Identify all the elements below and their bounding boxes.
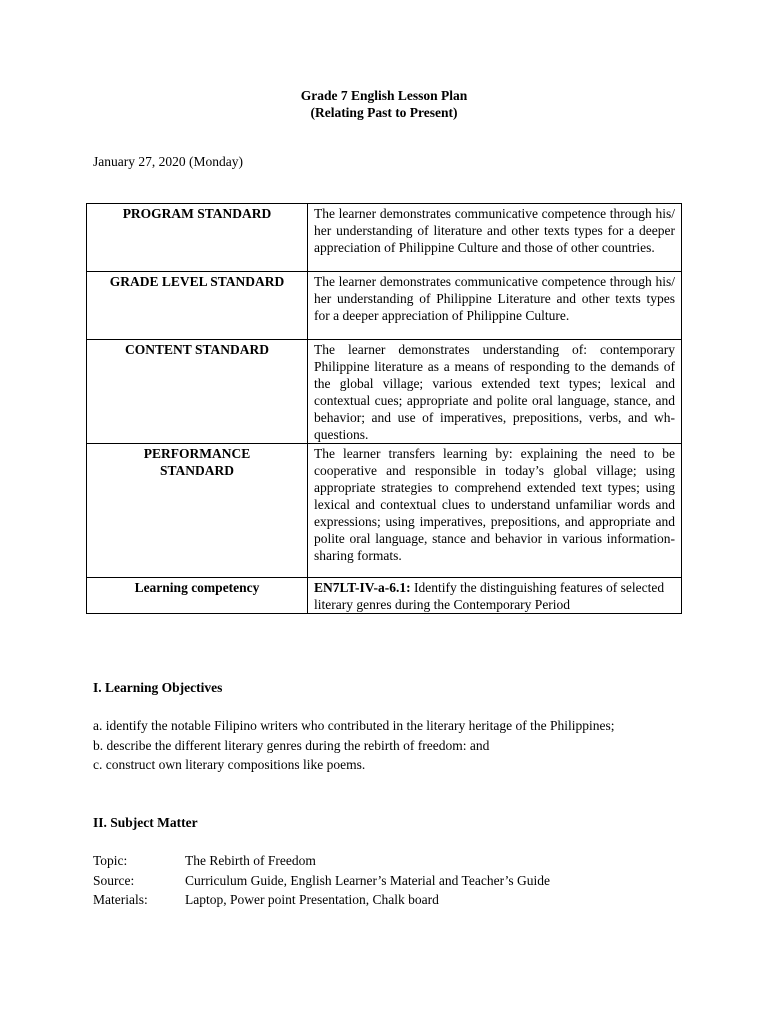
lesson-date: January 27, 2020 (Monday) xyxy=(93,154,243,169)
materials-key: Materials: xyxy=(93,892,148,907)
performance-standard-text: The learner transfers learning by: explaining the need to be cooperative and responsible in today’s global village; using appropriate strategies to comprehend extended text types; using lexical and contextual clues to understand unfamiliar words and expressions; using imperatives, prepositions, and appropriate and polite oral language, stance and behavior in various information-sharing formats. xyxy=(308,444,682,578)
topic-key: Topic: xyxy=(93,853,128,868)
list-item: a. identify the notable Filipino writers who contributed in the literary heritage of the Philippines; xyxy=(93,718,615,733)
grade-level-standard-text: The learner demonstrates communicative competence through his/ her understanding of Philippine Literature and other texts types for a deeper appreciation of Philippine Culture. xyxy=(308,272,682,340)
subject-row-source xyxy=(93,871,550,891)
program-standard-label: PROGRAM STANDARD xyxy=(87,204,308,272)
content-standard-label: CONTENT STANDARD xyxy=(87,340,308,444)
list-item: c. construct own literary compositions like poems. xyxy=(93,757,366,772)
objectives-list xyxy=(93,716,683,775)
source-value: Curriculum Guide, English Learner’s Material and Teacher’s Guide xyxy=(185,872,550,888)
table-row xyxy=(87,204,682,272)
table-row xyxy=(87,578,682,614)
table-row xyxy=(87,444,682,578)
table-row xyxy=(87,272,682,340)
competency-code: EN7LT-IV-a-6.1: xyxy=(314,580,411,595)
subject-matter-details xyxy=(93,851,550,910)
subject-row-topic xyxy=(93,851,550,871)
objectives-heading: I. Learning Objectives xyxy=(93,680,223,695)
performance-standard-label: PERFORMANCE STANDARD xyxy=(87,444,308,578)
table-row xyxy=(87,340,682,444)
learning-competency-text: Identify the distinguishing features of selected literary genres during the Contemporary Period xyxy=(314,580,665,612)
source-key: Source: xyxy=(93,872,135,888)
program-standard-text: The learner demonstrates communicative competence through his/ her understanding of literature and other texts types for a deeper appreciation of Philippine Culture and those of other countries. xyxy=(308,204,682,272)
subject-matter-heading: II. Subject Matter xyxy=(93,815,198,830)
subject-row-materials xyxy=(93,890,550,910)
document-title: Grade 7 English Lesson Plan xyxy=(300,88,468,103)
document-subtitle: (Relating Past to Present) xyxy=(310,105,458,120)
standards-table xyxy=(86,203,682,614)
content-standard-text: The learner demonstrates understanding of: contemporary Philippine literature as a means of responding to the demands of the global village; various extended text types; lexical and contextual cues; appropriate and polite oral language, stance, and behavior; and use of imperatives, prepositions, verbs, and wh-questions. xyxy=(308,340,682,444)
document-title-block xyxy=(0,87,768,121)
learning-competency-cell xyxy=(308,578,682,614)
list-item: b. describe the different literary genres during the rebirth of freedom: and xyxy=(93,737,490,753)
topic-value: The Rebirth of Freedom xyxy=(185,853,316,868)
grade-level-standard-label: GRADE LEVEL STANDARD xyxy=(87,272,308,340)
materials-value: Laptop, Power point Presentation, Chalk board xyxy=(185,892,439,907)
learning-competency-label: Learning competency xyxy=(87,578,308,614)
